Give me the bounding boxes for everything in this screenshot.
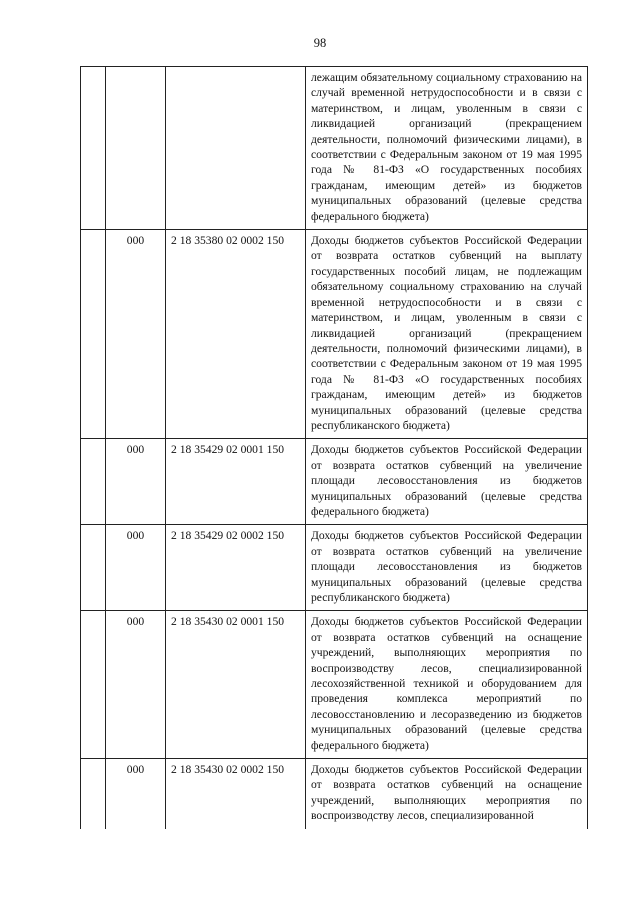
admin-code-cell: 000 [106,611,166,759]
description-cell: Доходы бюджетов субъектов Российской Федерации от возврата остатков субвенций на увеличение площади лесовосстановления из бюджетов муниципальных образований (целевые средства республиканского бюджета) [306,525,588,611]
budget-classification-table [80,66,588,829]
table-row [81,230,588,439]
table-row [81,525,588,611]
income-code-cell [166,67,306,230]
description-cell: лежащим обязательному социальному страхованию на случай временной нетрудоспособности и в связи с материнством, и лицам, уволенным в связи с ликвидацией организаций (прекращением деятельности, полномочий физическими лицами), в соответствии с Федеральным законом от 19 мая 1995 года № 81-ФЗ «О государственных пособиях гражданам, имеющим детей» из бюджетов муниципальных образований (целевые средства федерального бюджета) [306,67,588,230]
description-cell: Доходы бюджетов субъектов Российской Федерации от возврата остатков субвенций на оснащение учреждений, выполняющих мероприятия по воспроизводству лесов, специализированной [306,759,588,829]
row-number-cell [81,67,106,230]
income-code-cell: 2 18 35429 02 0001 150 [166,439,306,525]
income-code-cell: 2 18 35380 02 0002 150 [166,230,306,439]
table-row [81,439,588,525]
row-number-cell [81,230,106,439]
row-number-cell [81,525,106,611]
row-number-cell [81,759,106,829]
admin-code-cell: 000 [106,439,166,525]
row-number-cell [81,439,106,525]
admin-code-cell [106,67,166,230]
description-cell: Доходы бюджетов субъектов Российской Федерации от возврата остатков субвенций на оснащение учреждений, выполняющих мероприятия по воспроизводству лесов, специализированной лесохозяйственной техникой и оборудованием для проведения комплекса мероприятий по лесовосстановлению и лесоразведению из бюджетов муниципальных образований (целевые средства федерального бюджета) [306,611,588,759]
admin-code-cell: 000 [106,759,166,829]
income-code-cell: 2 18 35430 02 0001 150 [166,611,306,759]
row-number-cell [81,611,106,759]
table-row [81,67,588,230]
description-cell: Доходы бюджетов субъектов Российской Федерации от возврата остатков субвенций на увеличение площади лесовосстановления из бюджетов муниципальных образований (целевые средства федерального бюджета) [306,439,588,525]
description-cell: Доходы бюджетов субъектов Российской Федерации от возврата остатков субвенций на выплату государственных пособий лицам, не подлежащим обязательному социальному страхованию на случай временной нетрудоспособности и в связи с материнством, и лицам, уволенным в связи с ликвидацией организаций (прекращением деятельности, полномочий физическими лицами), в соответствии с Федеральным законом от 19 мая 1995 года № 81-ФЗ «О государственных пособиях гражданам, имеющим детей» из бюджетов муниципальных образований (целевые средства республиканского бюджета) [306,230,588,439]
admin-code-cell: 000 [106,230,166,439]
admin-code-cell: 000 [106,525,166,611]
income-code-cell: 2 18 35430 02 0002 150 [166,759,306,829]
table-row [81,759,588,829]
page-number: 98 [313,36,327,50]
table-row [81,611,588,759]
income-code-cell: 2 18 35429 02 0002 150 [166,525,306,611]
